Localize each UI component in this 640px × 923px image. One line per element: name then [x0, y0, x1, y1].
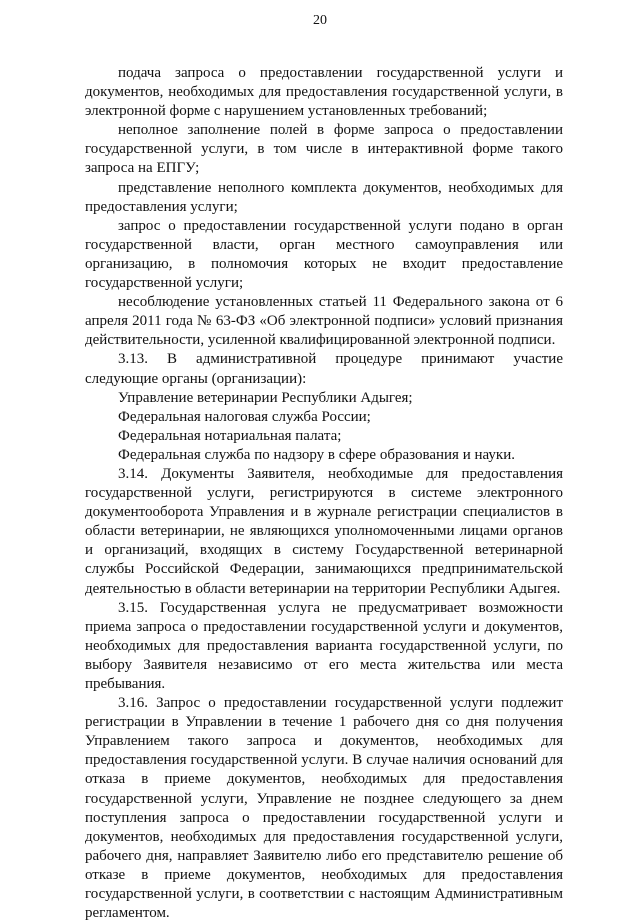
list-item-organization: Федеральная нотариальная палата; [118, 427, 342, 444]
paragraph-electronic-signature: несоблюдение установленных статьей 11 Федерального закона от 6 апреля 2011 года № 63-ФЗ «Об электронной подписи» условий признания действительности, усиленной квалифицированной электронной подписи. [85, 294, 563, 349]
list-item-organization: Федеральная служба по надзору в сфере образования и науки. [118, 446, 515, 463]
document-body [85, 64, 563, 923]
list-item-organization: Федеральная налоговая служба России; [118, 408, 371, 425]
page-number: 20 [313, 13, 327, 28]
paragraph-incorrect-electronic-submission: подача запроса о предоставлении государственной услуги и документов, необходимых для предоставления государственной услуги, в электронной форме с нарушением установленных требований; [85, 65, 563, 120]
paragraph-incomplete-documents: представление неполного комплекта документов, необходимых для предоставления услуги; [85, 179, 563, 215]
paragraph-3-15: 3.15. Государственная услуга не предусматривает возможности приема запроса о предоставлении государственной услуги и документов, необходимых для предоставления варианта государственной услуги, по выбору Заявителя независимо от его места жительства или места пребывания. [85, 599, 563, 692]
list-item-organization: Управление ветеринарии Республики Адыгея; [118, 389, 413, 406]
paragraph-3-14: 3.14. Документы Заявителя, необходимые для предоставления государственной услуги, регистрируются в системе электронного документооборота Управления и в журнале регистрации специалистов в области ветеринарии, не являющихся уполномоченными лицами органов и организаций, входящих в систему Государственной ветеринарной службы Российской Федерации, занимающихся предпринимательской деятельностью в области ветеринарии на территории Республики Адыгея. [85, 465, 563, 597]
paragraph-incomplete-fields: неполное заполнение полей в форме запроса о предоставлении государственной услуги, в том числе в интерактивной форме такого запроса на ЕПГУ; [85, 122, 563, 177]
paragraph-wrong-authority: запрос о предоставлении государственной услуги подано в орган государственной власти, орган местного самоуправления или организацию, в полномочия которых не входит предоставление государственной услуги; [85, 217, 563, 292]
paragraph-3-13: 3.13. В административной процедуре принимают участие следующие органы (организации): [85, 351, 563, 387]
paragraph-3-16: 3.16. Запрос о предоставлении государственной услуги подлежит регистрации в Управлении в течение 1 рабочего дня со дня получения Управлением такого запроса и документов, необходимых для предоставления государственной услуги. В случае наличия оснований для отказа в приеме документов, необходимых для предоставления государственной услуги, Управление не позднее следующего за днем поступления запроса о предоставлении государственной услуги и документов, необходимых для предоставления государственной услуги, рабочего дня, направляет Заявителю либо его представителю решение об отказе в приеме документов, необходимых для предоставления государственной услуги, в соответствии с настоящим Административным регламентом. [85, 695, 563, 922]
